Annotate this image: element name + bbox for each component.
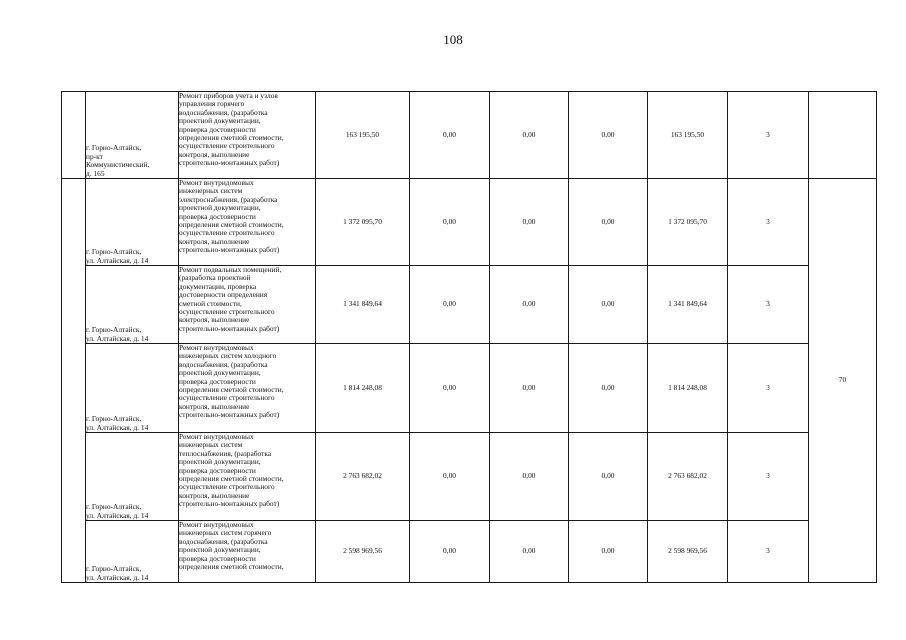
work-description-line: строительно-монтажных работ) — [179, 323, 280, 333]
work-description-line: контроля, выполнение — [179, 149, 250, 159]
term-value-cell: 70 — [809, 179, 877, 583]
table-row — [62, 344, 877, 433]
house-index-cell — [62, 179, 86, 583]
local-budget-cost-cell: 0,00 — [569, 521, 648, 583]
page-number: 108 — [443, 32, 463, 47]
work-description-line: (разработка проектной — [179, 273, 251, 283]
work-description-line: водоснабжения, (разработка — [179, 107, 268, 117]
work-description-line: определения сметной стоимости, — [179, 562, 284, 572]
work-description-line: осуществление строительного — [179, 228, 275, 238]
local-budget-cost-cell: 0,00 — [569, 433, 648, 521]
work-description-line: осуществление строительного — [179, 482, 275, 492]
work-description-line: проектной документации, — [179, 457, 261, 467]
fund-cost-cell: 0,00 — [410, 344, 490, 433]
work-description-line: проверка достоверности — [179, 124, 256, 134]
total-cost-cell: 1 372 095,70 — [316, 179, 410, 266]
work-description-line: сметной стоимости, — [179, 298, 242, 308]
plan-year-cell: 3 — [728, 433, 809, 521]
budget-cost-cell: 0,00 — [490, 433, 569, 521]
address-line: ул. Алтайская, д. 14 — [86, 333, 149, 343]
work-description-line: электроснабжения, (разработка — [179, 194, 278, 204]
work-description-line: проверка достоверности — [179, 376, 256, 386]
work-description-line: Ремонт приборов учета и узлов — [179, 91, 278, 100]
work-description-cell — [179, 521, 316, 583]
work-description-line: проверка достоверности — [179, 465, 256, 475]
work-description-line: теплоснабжения, (разработка — [179, 448, 272, 458]
capital-repair-table — [61, 91, 877, 583]
address-line: пр-кт — [86, 151, 103, 161]
plan-year-cell: 3 — [728, 521, 809, 583]
work-description-line: документации, проверка — [179, 281, 257, 291]
work-description-line: проектной документации, — [179, 203, 261, 213]
address-line: ул. Алтайская, д. 14 — [86, 510, 149, 520]
work-description-line: Ремонт внутридомовых — [179, 432, 254, 441]
work-description-line: инженерных систем холодного — [179, 351, 277, 361]
fund-cost-cell: 0,00 — [410, 92, 490, 179]
work-description-line: контроля, выполнение — [179, 236, 250, 246]
work-description-line: определения сметной стоимости, — [179, 474, 284, 484]
work-description-line: Ремонт внутридомовых — [179, 343, 254, 352]
owners-funds-cell: 2 598 969,56 — [648, 521, 728, 583]
address-cell — [86, 92, 179, 179]
local-budget-cost-cell: 0,00 — [569, 266, 648, 344]
table-row — [62, 521, 877, 583]
work-description-line: строительно-монтажных работ) — [179, 158, 280, 168]
work-description-line: инженерных систем — [179, 440, 243, 450]
address-line: г. Горно-Алтайск, — [86, 143, 142, 153]
work-description-line: Ремонт внутридомовых — [179, 520, 254, 529]
work-description-line: Ремонт подвальных помещений, — [179, 265, 282, 274]
work-description-line: осуществление строительного — [179, 307, 275, 317]
work-description-line: проектной документации, — [179, 368, 261, 378]
address-line: ул. Алтайская, д. 14 — [86, 572, 149, 582]
local-budget-cost-cell: 0,00 — [569, 92, 648, 179]
owners-funds-cell: 163 195,50 — [648, 92, 728, 179]
owners-funds-cell: 1 341 849,64 — [648, 266, 728, 344]
work-description-line: контроля, выполнение — [179, 401, 250, 411]
table-row — [62, 179, 877, 266]
budget-cost-cell: 0,00 — [490, 521, 569, 583]
table-row — [62, 433, 877, 521]
address-line: г. Горно-Алтайск, — [86, 414, 142, 424]
table-row — [62, 266, 877, 344]
plan-year-cell: 3 — [728, 344, 809, 433]
total-cost-cell: 1 814 248,08 — [316, 344, 410, 433]
address-cell — [86, 433, 179, 521]
address-cell — [86, 179, 179, 266]
work-description-line: проверка достоверности — [179, 211, 256, 221]
work-description-line: Ремонт внутридомовых — [179, 178, 254, 187]
address-line: ул. Алтайская, д. 14 — [86, 422, 149, 432]
work-description-cell — [179, 433, 316, 521]
table-row — [62, 92, 877, 179]
work-description-line: определения сметной стоимости, — [179, 385, 284, 395]
term-cell-empty — [809, 92, 877, 179]
table-body — [62, 92, 877, 583]
total-cost-cell: 163 195,50 — [316, 92, 410, 179]
work-description-cell — [179, 92, 316, 179]
work-description-line: осуществление строительного — [179, 393, 275, 403]
total-cost-cell: 2 598 969,56 — [316, 521, 410, 583]
work-description-line: контроля, выполнение — [179, 315, 250, 325]
total-cost-cell: 2 763 682,02 — [316, 433, 410, 521]
work-description-line: определения сметной стоимости, — [179, 220, 284, 230]
total-cost-cell: 1 341 849,64 — [316, 266, 410, 344]
address-line: г. Горно-Алтайск, — [86, 502, 142, 512]
work-description-line: достоверности определения — [179, 290, 268, 300]
address-line: д. 165 — [86, 168, 105, 178]
work-description-cell — [179, 344, 316, 433]
work-description-line: управления горячего — [179, 99, 245, 109]
address-line: г. Горно-Алтайск, — [86, 247, 142, 257]
work-description-line: определения сметной стоимости, — [179, 133, 284, 143]
plan-year-cell: 3 — [728, 266, 809, 344]
fund-cost-cell: 0,00 — [410, 521, 490, 583]
address-cell — [86, 344, 179, 433]
fund-cost-cell: 0,00 — [410, 433, 490, 521]
budget-cost-cell: 0,00 — [490, 266, 569, 344]
plan-year-cell: 3 — [728, 179, 809, 266]
work-description-line: контроля, выполнение — [179, 490, 250, 500]
address-line: г. Горно-Алтайск, — [86, 325, 142, 335]
work-description-line: строительно-монтажных работ) — [179, 245, 280, 255]
address-cell — [86, 266, 179, 344]
row-number-cell — [62, 92, 86, 179]
address-line: ул. Алтайская, д. 14 — [86, 255, 149, 265]
local-budget-cost-cell: 0,00 — [569, 179, 648, 266]
fund-cost-cell: 0,00 — [410, 266, 490, 344]
owners-funds-cell: 2 763 682,02 — [648, 433, 728, 521]
fund-cost-cell: 0,00 — [410, 179, 490, 266]
work-description-cell — [179, 179, 316, 266]
budget-cost-cell: 0,00 — [490, 179, 569, 266]
work-description-line: водоснабжения, (разработка — [179, 359, 268, 369]
address-cell — [86, 521, 179, 583]
work-description-cell — [179, 266, 316, 344]
owners-funds-cell: 1 372 095,70 — [648, 179, 728, 266]
owners-funds-cell: 1 814 248,08 — [648, 344, 728, 433]
budget-cost-cell: 0,00 — [490, 92, 569, 179]
local-budget-cost-cell: 0,00 — [569, 344, 648, 433]
work-description-line: строительно-монтажных работ) — [179, 499, 280, 509]
work-description-line: строительно-монтажных работ) — [179, 410, 280, 420]
work-description-line: проектной документации, — [179, 116, 261, 126]
work-description-line: инженерных систем — [179, 186, 243, 196]
work-description-line: проверка достоверности — [179, 553, 256, 563]
budget-cost-cell: 0,00 — [490, 344, 569, 433]
work-description-line: водоснабжения, (разработка — [179, 536, 268, 546]
address-line: г. Горно-Алтайск, — [86, 564, 142, 574]
work-description-line: осуществление строительного — [179, 141, 275, 151]
plan-year-cell: 3 — [728, 92, 809, 179]
work-description-line: проектной документации, — [179, 545, 261, 555]
work-description-line: инженерных систем горячего — [179, 528, 272, 538]
address-line: Коммунистический, — [86, 160, 150, 170]
